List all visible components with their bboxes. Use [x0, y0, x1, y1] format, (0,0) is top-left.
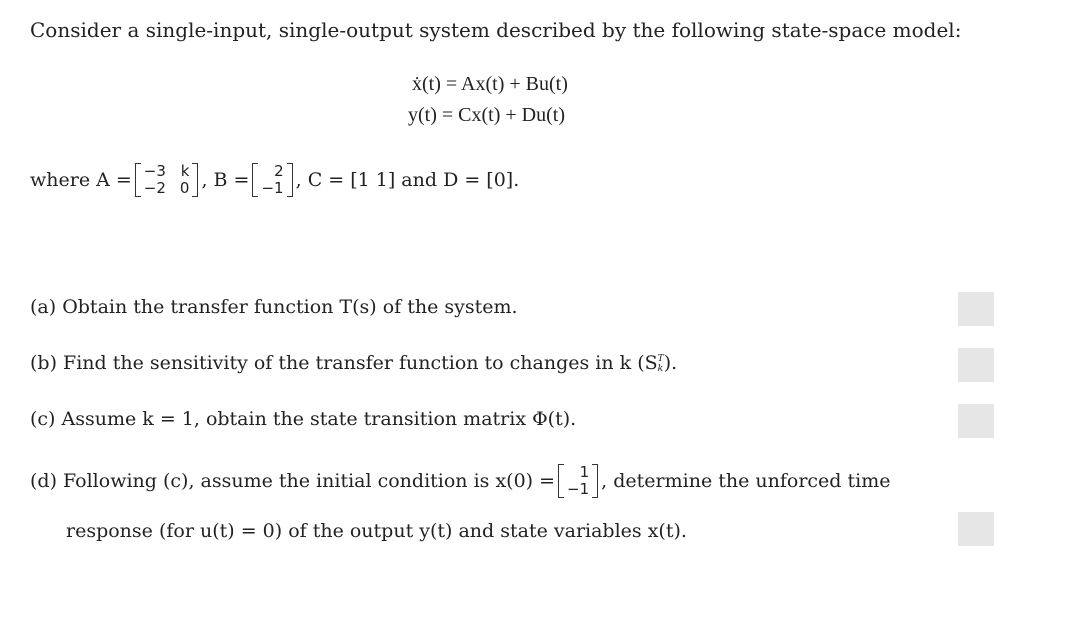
right-bracket	[592, 464, 598, 498]
question-d-suffix: , determine the unforced time	[601, 470, 891, 492]
c-d-definitions: , C = [1 1] and D = [0].	[295, 169, 520, 191]
matrix-a-entry: −3	[143, 162, 166, 180]
answer-placeholder-block	[958, 292, 994, 326]
matrix-a-entry: k	[180, 162, 190, 180]
b-label: , B =	[201, 169, 250, 191]
state-equation: ẋ(t) = Ax(t) + Bu(t)	[412, 73, 568, 95]
vector-entry: 1	[579, 463, 590, 481]
output-equation: y(t) = Cx(t) + Du(t)	[408, 104, 565, 126]
initial-condition-vector	[558, 464, 598, 498]
answer-placeholder-block	[958, 348, 994, 382]
question-b	[30, 352, 677, 374]
matrix-a-entry: −2	[143, 179, 166, 197]
right-bracket	[192, 163, 198, 197]
question-d	[30, 464, 890, 498]
matrix-b-entry: −1	[261, 179, 284, 197]
matrix-a	[135, 163, 199, 197]
problem-intro: Consider a single-input, single-output system described by the following state-space model:	[30, 18, 962, 42]
question-c: (c) Assume k = 1, obtain the state transition matrix Φ(t).	[30, 408, 577, 430]
matrix-a-entry: 0	[179, 179, 190, 197]
question-b-text: (b) Find the sensitivity of the transfer function to changes in k (S	[30, 352, 658, 374]
sensitivity-sup: T	[657, 353, 664, 364]
where-prefix: where A =	[30, 169, 132, 191]
matrix-b	[252, 163, 292, 197]
vector-entry: −1	[567, 480, 590, 498]
right-bracket	[287, 163, 293, 197]
answer-placeholder-block	[958, 404, 994, 438]
question-b-end: ).	[663, 352, 678, 374]
answer-placeholder-block	[958, 512, 994, 546]
matrix-b-entry: 2	[274, 162, 284, 180]
sensitivity-sub: k	[657, 363, 664, 374]
question-d-continuation: response (for u(t) = 0) of the output y(t) and state variables x(t).	[66, 520, 687, 542]
matrix-definitions	[30, 163, 519, 197]
question-a: (a) Obtain the transfer function T(s) of the system.	[30, 296, 518, 318]
question-d-prefix: (d) Following (c), assume the initial condition is x(0) =	[30, 470, 556, 492]
